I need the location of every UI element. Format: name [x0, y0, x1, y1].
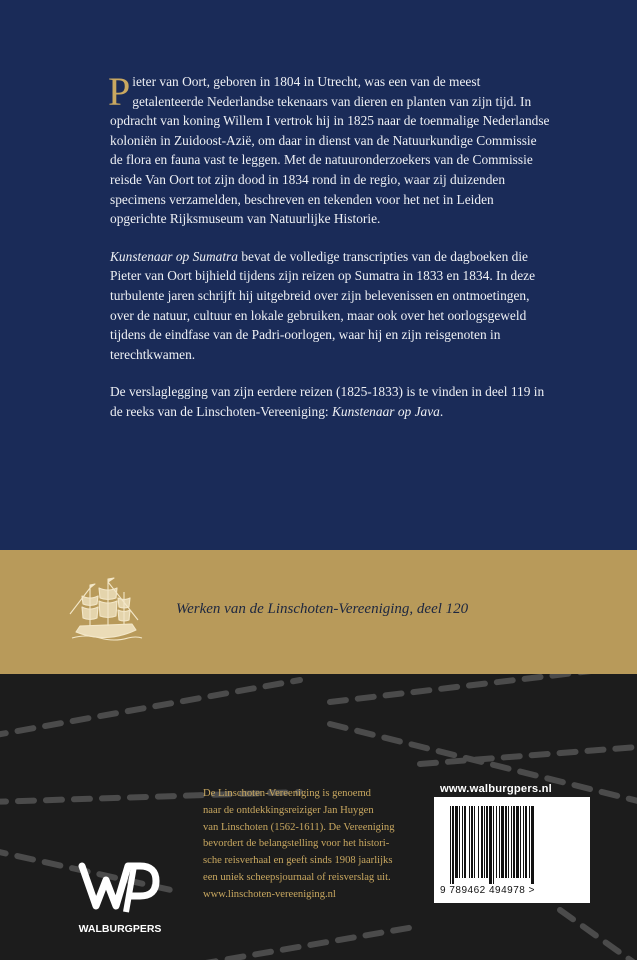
society-note-line: De Linschoten-Vereeniging is genoemd	[203, 788, 371, 799]
barcode-bar	[520, 806, 521, 878]
barcode-bar	[529, 806, 530, 878]
publisher-name: WALBURGPERS	[78, 923, 162, 935]
book-title-sumatra: Kunstenaar op Sumatra	[110, 248, 238, 264]
society-note-line: sche reisverhaal en geeft sinds 1908 jaarlijks	[203, 855, 393, 867]
barcode-bar	[489, 806, 492, 884]
barcode-bar	[484, 806, 485, 878]
publisher-url[interactable]: www.walburgpers.nl	[440, 783, 552, 795]
barcode-bar	[478, 806, 479, 878]
blurb-paragraph-3-text: De verslaglegging van zijn eerdere reizen (1825-1833) is te vinden in deel 119 in de reeks van de Linschoten-Vereeniging:	[110, 384, 545, 419]
barcode-bar	[501, 806, 504, 878]
cover-bottom-panel	[0, 674, 637, 960]
barcode-bar	[450, 806, 451, 884]
society-note-line: van Linschoten (1562-1611). De Vereeniging	[203, 821, 395, 833]
series-title: Werken van de Linschoten-Vereeniging, deel 120	[176, 601, 469, 617]
society-note	[203, 786, 413, 904]
barcode-bar	[481, 806, 483, 878]
drop-cap: P	[108, 69, 131, 114]
barcode-bar	[486, 806, 488, 878]
barcode-bar	[499, 806, 500, 878]
isbn-number: 9 789462 494978 >	[440, 885, 535, 896]
barcode-bar	[508, 806, 509, 878]
barcode-bar	[496, 806, 497, 878]
barcode-bar	[511, 806, 512, 878]
barcode-bar	[474, 806, 475, 878]
blurb-paragraph-1-text: ieter van Oort, geboren in 1804 in Utrecht, was een van de meest getalenteerde Nederlandse tekenaars van dieren en planten van zijn tijd. In opdracht van koning Willem I vertrok hij in 1825 naar de toenmalige Nederlandse koloniën in Zuidoost-Azië, om daar in dienst van de Natuurkundige Commissie de flora en fauna vast te leggen. Met de natuuronderzoekers van de Commissie reisde Van Oort tot zijn dood in 1834 rond in de regio, waar zij duizenden specimens verzamelden, beschreven en tekenden voor het net in Leiden opgerichte Rijksmuseum van Natuurlijke Historie.	[110, 74, 550, 227]
society-website-link[interactable]: www.linschoten-vereeniging.nl	[203, 888, 336, 900]
barcode-bar	[513, 806, 515, 878]
barcode-bar	[469, 806, 470, 878]
barcode-bar	[531, 806, 534, 884]
society-note-line: naar de ontdekkingsreiziger Jan Huygen	[203, 804, 374, 816]
barcode-bar	[505, 806, 507, 878]
barcode-bar	[493, 806, 494, 884]
book-blurb	[108, 69, 550, 440]
barcode-bar	[471, 806, 473, 878]
society-note-line: een uniek scheepsjournaal of reisverslag uit.	[203, 871, 391, 883]
barcode-bars	[448, 806, 576, 884]
blurb-paragraph-2-text: bevat de volledige transcripties van de dagboeken die Pieter van Oort bijhield tijdens zijn reizen op Sumatra in 1833 en 1834. In deze turbulente jaren schrijft hij uitgebreid over zijn belevenissen en ontmoetingen, over de natuur, cultuur en lokale gebruiken, maar ook over het oorlogsgeweld tijdens de eindfase van de Padri-oorlogen, waar hij en zijn reisgenoten in terechtkwamen.	[110, 248, 536, 362]
barcode-bar	[452, 806, 454, 884]
barcode-bar	[464, 806, 466, 878]
blurb-paragraph-2	[110, 247, 550, 365]
sailing-ship-icon	[66, 574, 146, 654]
walburgpers-logo	[70, 852, 170, 942]
society-note-line: bevordert de belangstelling voor het histori-	[203, 838, 390, 850]
blurb-paragraph-3	[110, 382, 550, 421]
blurb-paragraph-1	[108, 69, 550, 229]
barcode-bar	[459, 806, 460, 878]
barcode-bar	[525, 806, 527, 878]
barcode-bar	[455, 806, 458, 878]
barcode-bar	[462, 806, 463, 878]
isbn-barcode	[434, 797, 590, 903]
barcode-bar	[516, 806, 519, 878]
book-title-java: Kunstenaar op Java	[331, 403, 440, 419]
blurb-paragraph-3-end: .	[439, 403, 444, 419]
barcode-bar	[523, 806, 524, 878]
